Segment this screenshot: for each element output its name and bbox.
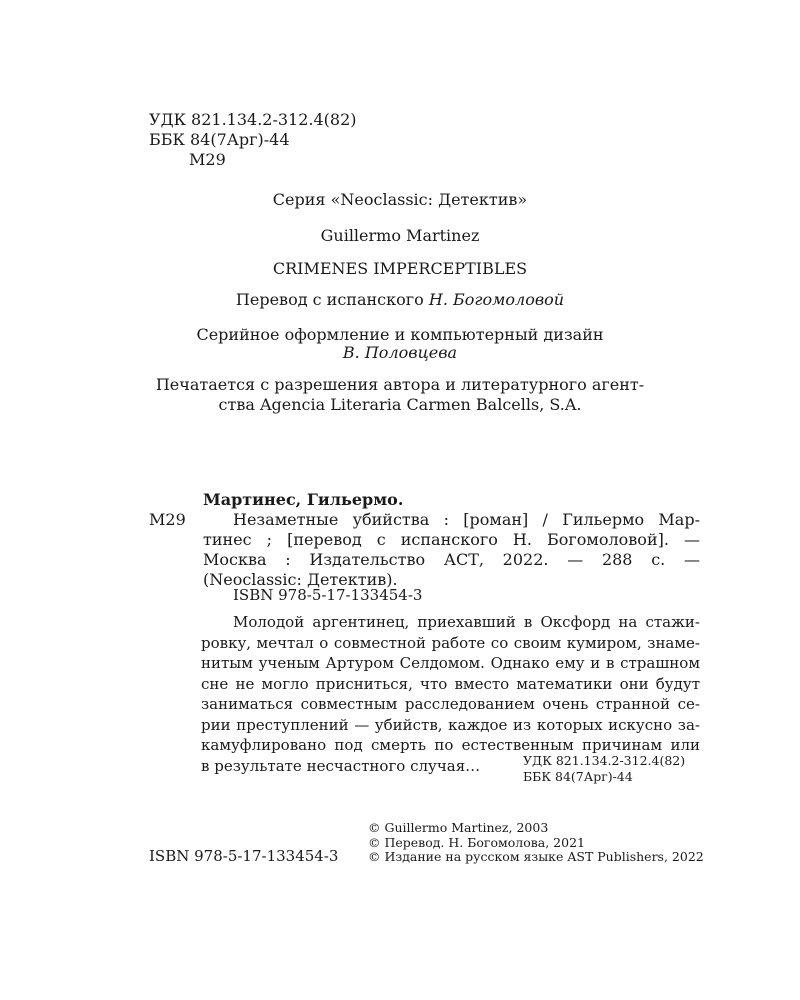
annotation-line: Молодой аргентинец, приехавший в Оксфорд на стажи-	[233, 613, 700, 631]
translation-prefix: Перевод с испанского	[235, 290, 429, 309]
catalog-isbn: ISBN 978-5-17-133454-3	[233, 586, 423, 604]
catalog-description	[203, 510, 700, 590]
description-line: Незаметные убийства : [роман] / Гильермо Мар-	[233, 510, 700, 529]
annotation-udk: УДК 821.134.2-312.4(82)	[523, 753, 686, 768]
copyright-edition: © Издание на русском языке AST Publishers, 2022	[368, 849, 704, 864]
description-line: тинес ; [перевод с испанского Н. Богомоловой]. —	[203, 530, 700, 549]
translation-line	[0, 290, 800, 310]
annotation-line: ровку, мечтал о совместной работе со своим кумиром, знаме-	[201, 633, 700, 652]
annotation-line: заниматься совместным расследованием очень странной се-	[201, 695, 700, 713]
udk-code: УДК 821.134.2-312.4(82)	[149, 110, 357, 129]
translator-name: Н. Богомоловой	[428, 290, 565, 309]
copyright-translation: © Перевод. Н. Богомолова, 2021	[368, 835, 585, 850]
annotation-line: камуфлировано под смерть по естественным причинам или	[201, 736, 700, 754]
annotation-line: рии преступлений — убийств, каждое из которых искусно за-	[201, 715, 700, 734]
permission-line-2: ства Agencia Literaria Carmen Balcells, S.A.	[218, 395, 582, 414]
annotation-line: сне не могло присниться, что вместо математики они будут	[201, 674, 700, 693]
copyright-author: © Guillermo Martinez, 2003	[368, 820, 549, 835]
original-author: Guillermo Martinez	[320, 226, 480, 245]
original-title: CRIMENES IMPERCEPTIBLES	[272, 259, 528, 278]
series-line: Серия «Neoclassic: Детектив»	[272, 190, 528, 209]
annotation-bbk: ББК 84(7Арг)-44	[523, 769, 633, 784]
copyright-isbn: ISBN 978-5-17-133454-3	[149, 847, 339, 865]
catalog-mark: М29	[149, 510, 186, 529]
annotation-line: нитым ученым Артуром Селдомом. Однако ему и в страшном	[201, 654, 700, 672]
design-line: Серийное оформление и компьютерный дизайн	[196, 325, 604, 344]
catalog-author-heading: Мартинес, Гильермо.	[203, 490, 404, 509]
description-line: Москва : Издательство АСТ, 2022. — 288 с. —	[203, 550, 700, 569]
description-line: (Neoclassic: Детектив).	[203, 570, 398, 589]
annotation-text	[201, 612, 700, 776]
author-mark: М29	[189, 150, 226, 169]
permission-line-1: Печатается с разрешения автора и литературного агент-	[155, 375, 645, 394]
annotation-line: в результате несчастного случая…	[201, 756, 481, 775]
designer-name: В. Половцева	[342, 343, 458, 362]
bbk-code: ББК 84(7Арг)-44	[149, 130, 290, 149]
